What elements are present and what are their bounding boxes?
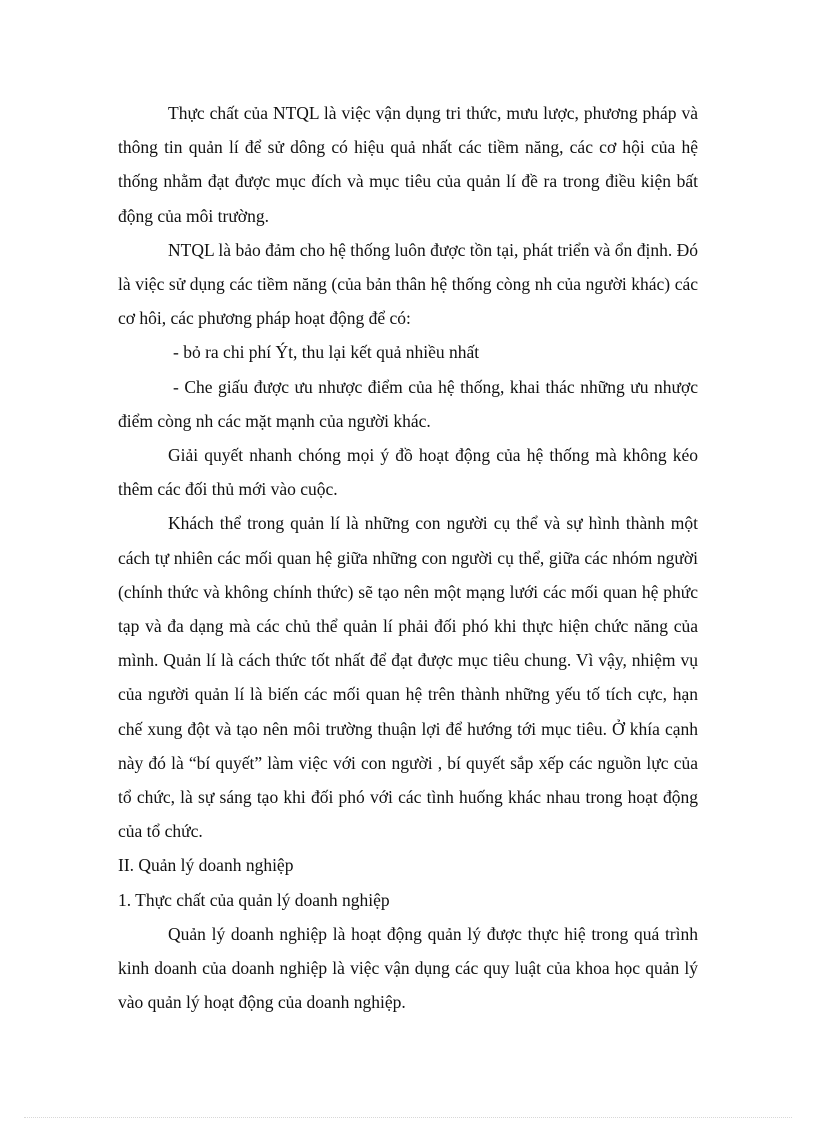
paragraph-ntql-essence: Thực chất của NTQL là việc vận dụng tri thức, mưu lược, phương pháp và thông tin quản lí để sử dông có hiệu quả nhất các tiềm năng, các cơ hội của hệ thống nhằm đạt được mục đích và mục tiêu của quản lí đề ra trong điều kiện bất động của môi trường. [118,103,698,226]
paragraph-management-object: Khách thể trong quản lí là những con người cụ thể và sự hình thành một cách tự nhiên các mối quan hệ giữa những con người cụ thể, giữa các nhóm người (chính thức và không chính thức) sẽ tạo nên một mạng lưới các mối quan hệ phức tạp và đa dạng mà các chủ thể quản lí phải đối phó khi thực hiện chức năng của mình. Quản lí là cách thức tốt nhất để đạt được mục tiêu chung. Vì vậy, nhiệm vụ của người quản lí là biến các mối quan hệ trên thành những yếu tố tích cực, hạn chế xung đột và tạo nên môi trường thuận lợi để hướng tới mục tiêu. Ở khía cạnh này đó là “bí quyết” làm việc với con người , bí quyết sắp xếp các nguồn lực của tổ chức, là sự sáng tạo khi đối phó với các tình huống khác nhau trong hoạt động của tổ chức. [118,513,698,842]
paragraph-ntql-purpose: NTQL là bảo đảm cho hệ thống luôn được tồn tại, phát triển và ổn định. Đó là việc sử dụng các tiềm năng (của bản thân hệ thống còng nh của người khác) các cơ hôi, các phương pháp hoạt động để có: [118,239,698,329]
paragraph-business-management: Quản lý doanh nghiệp là hoạt động quản lý được thực hiệ trong quá trình kinh doanh của doanh nghiệp là việc vận dụng các quy luật của khoa học quản lý vào quản lý hoạt động của doanh nghiệp. [118,923,698,1013]
section-heading: II. Quản lý doanh nghiệp [118,855,294,876]
list-item-conceal: - Che giấu được ưu nhược điểm của hệ thống, khai thác những ưu nhược điểm còng nh các mặt mạnh của người khác. [118,376,698,431]
subsection-heading: 1. Thực chất của quản lý doanh nghiệp [118,889,390,910]
document-page [118,96,698,1019]
page-bottom-divider [24,1117,792,1118]
list-item-cost: - bỏ ra chi phí Ýt, thu lại kết quả nhiều nhất [173,342,480,363]
paragraph-resolve: Giải quyết nhanh chóng mọi ý đồ hoạt động của hệ thống mà không kéo thêm các đối thủ mới vào cuộc. [118,445,698,500]
